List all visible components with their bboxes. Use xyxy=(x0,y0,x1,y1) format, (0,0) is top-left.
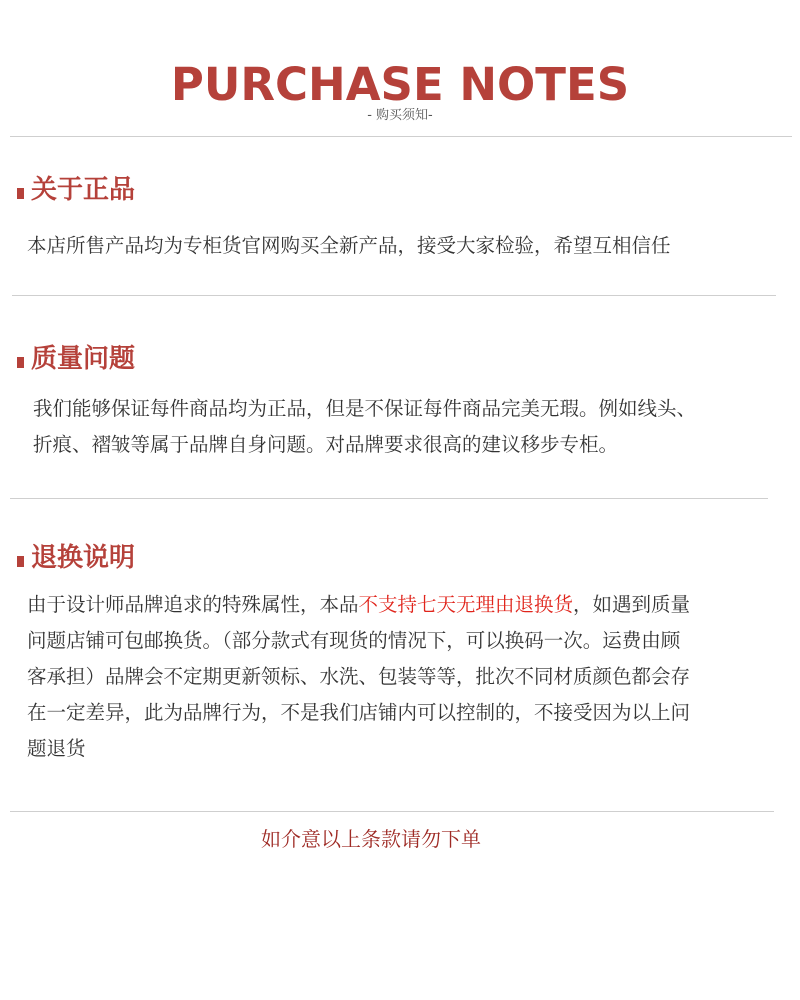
body-text: ，如遇到质量 xyxy=(573,593,691,616)
body-line: 在一定差异，此为品牌行为，不是我们店铺内可以控制的，不接受因为以上问 xyxy=(27,701,691,724)
body-line: 折痕、褶皱等属于品牌自身问题。对品牌要求很高的建议移步专柜。 xyxy=(33,433,619,456)
page-title: PURCHASE NOTES xyxy=(170,58,630,111)
body-line: 本店所售产品均为专柜货官网购买全新产品，接受大家检验，希望互相信任 xyxy=(27,234,671,257)
heading-marker xyxy=(17,556,24,567)
section-heading-text: 退换说明 xyxy=(31,543,136,573)
footer-note: 如介意以上条款请勿下单 xyxy=(261,827,481,851)
section-quality-body xyxy=(33,391,788,463)
no-return-highlight: 不支持七天无理由退换货 xyxy=(358,593,574,616)
body-text: 由于设计师品牌追求的特殊属性，本品 xyxy=(27,593,359,616)
heading-marker xyxy=(17,357,24,368)
section-authenticity-heading xyxy=(17,170,135,210)
heading-marker xyxy=(17,188,24,199)
header-divider xyxy=(10,136,792,137)
body-line: 我们能够保证每件商品均为正品，但是不保证每件商品完美无瑕。例如线头、 xyxy=(33,397,697,420)
body-line: 题退货 xyxy=(27,737,86,760)
body-line xyxy=(27,587,792,623)
body-line: 问题店铺可包邮换货。（部分款式有现货的情况下，可以换码一次。运费由顾 xyxy=(27,629,681,652)
section-authenticity-body xyxy=(27,228,787,264)
section-quality-heading xyxy=(17,339,135,379)
section-divider xyxy=(10,811,774,812)
section-divider xyxy=(10,498,768,499)
page-subtitle: - 购买须知- xyxy=(367,108,433,123)
section-heading-text: 关于正品 xyxy=(31,175,136,205)
section-heading-text: 质量问题 xyxy=(31,344,136,374)
section-divider xyxy=(12,295,776,296)
section-returns-heading xyxy=(17,538,135,578)
body-line: 客承担）品牌会不定期更新领标、水洗、包装等等，批次不同材质颜色都会存 xyxy=(27,665,691,688)
section-returns-body xyxy=(27,587,792,767)
